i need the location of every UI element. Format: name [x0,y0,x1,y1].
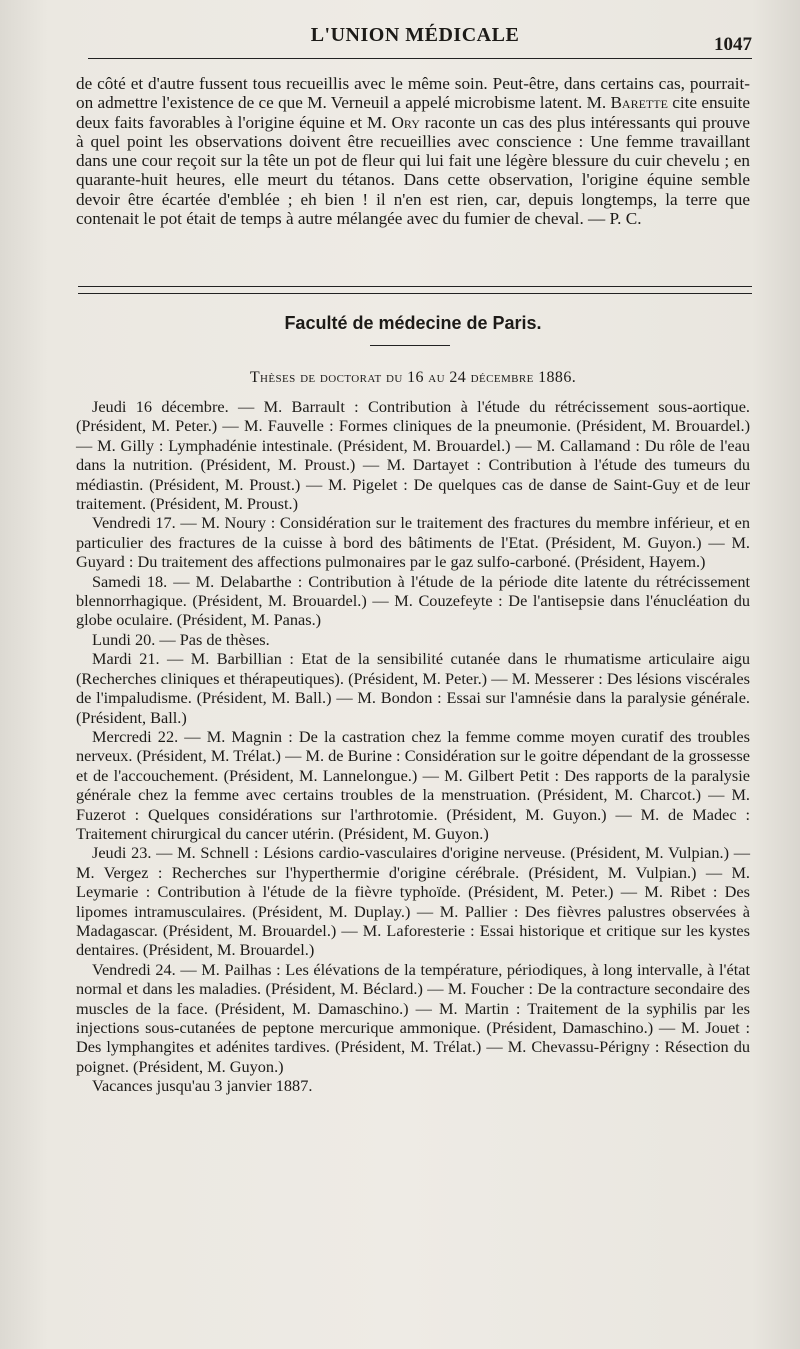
subheading-text: Thèses de doctorat du [249,369,408,386]
section-subheading [76,369,750,387]
theses-day-entry: Vendredi 24. — M. Pailhas : Les élévations de la température, périodiques, à long intervalle, à l'état normal et dans les maladies. (Président, M. Béclard.) — M. Foucher : De la contracture secondaire des muscles de la face. (Président, M. Damaschino.) — M. Martin : Traitement de la syphilis par les injections sous-cutanées de peptone mercurique ammonique. (Président, Damaschino.) — M. Jouet : Des lymphangites et adénites tardives. (Président, M. Trélat.) — M. Chevassu-Périgny : Résection du poignet. (Président, M. Guyon.) [76,959,750,1076]
subheading-number: 16 [407,369,424,386]
page-number: 1047 [714,34,752,55]
theses-day-entry: Vendredi 17. — M. Noury : Considération sur le traitement des fractures du membre inférieur, et en particulier des fractures de la cuisse à bord des bâtiments de l'Etat. (Président, M. Guyon.) — M. Guyard : Du traitement des affections pulmonaires par le gaz sulfo-carboné. (Président, Hayem.) [76,513,750,572]
theses-day-entry: Lundi 20. — Pas de thèses. [92,629,270,649]
theses-day-entry: Mercredi 22. — M. Magnin : De la castration chez la femme comme moyen curatif des troubles nerveux. (Président, M. Trélat.) — M. de Burine : Considération sur le goitre dépendant de la grossesse et de l'accouchement. (Président, M. Lannelongue.) — M. Gilbert Petit : Des rapports de la paralysie générale chez la femme avec certains troubles de la menstruation. (Président, M. Charcot.) — M. Fuzerot : Quelques considérations sur l'arthrotomie. (Président, M. Guyon.) — M. de Madec : Traitement chirurgical du cancer utérin. (Président, M. Guyon.) [76,726,750,843]
theses-day-entry: Samedi 18. — M. Delabarthe : Contribution à l'étude de la période dite latente du rétrécissement blennorrhagique. (Président, M. Brouardel.) — M. Couzefeyte : De l'antisepsie dans l'énucléation du globe oculaire. (Président, M. Panas.) [76,571,750,630]
author-name: Ory [391,112,420,132]
subheading-text: décembre [466,369,539,386]
title-underline [370,345,450,346]
vacation-note: Vacances jusqu'au 3 janvier 1887. [92,1076,313,1096]
header-rule [88,58,752,59]
paragraph-text: de côté et d'autre fussent tous recueillis avec le même soin. Peut-être, dans certains cas, pourrait-on admettre l'existence de ce que M. Verneuil a appelé microbisme latent. M. [76,74,750,113]
theses-list [76,397,750,1096]
section-title: Faculté de médecine de Paris. [284,313,542,333]
theses-day-entry: Mardi 21. — M. Barbillian : Etat de la sensibilité cutanée dans le rhumatisme articulaire aigu (Recherches cliniques et thérapeutiques). (Président, M. Peter.) — M. Messerer : Des lésions viscérales de l'impaludisme. (Président, M. Ball.) — M. Bondon : Essai sur l'amnésie dans la paralysie générale. (Président, Ball.) [76,649,750,727]
running-title: L'UNION MÉDICALE [310,24,520,46]
subheading-number: 24 [449,369,467,386]
theses-day-entry: Jeudi 16 décembre. — M. Barrault : Contribution à l'étude du rétrécissement sous-aortique. (Président, M. Peter.) — M. Fauvelle : Formes cliniques de la pneumonie. (Président, M. Brouardel.) — M. Gilly : Lymphadénie intestinale. (Président, M. Brouardel.) — M. Callamand : Du rôle de l'eau dans la nutrition. (Président, M. Proust.) — M. Dartayet : Contribution à l'étude des tumeurs du médiastin. (Président, M. Proust.) — M. Pigelet : De quelques cas de danse de Saint-Guy et de leur traitement. (Président, M. Proust.) [76,397,750,514]
paragraph-text: cite ensuite deux faits favorables à l'origine équine et M. [76,93,751,132]
paragraph [76,74,750,228]
paragraph-text: raconte un cas des plus intéressants qui prouve à quel point les observations doivent être recueillies avec conscience : Une femme travaillant dans une cour reçoit sur la tête un pot de fleur qui lui fait une légère blessure du cuir chevelu ; en quarante-huit heures, elle meurt du tétanos. Dans cette observation, l'origine équine semble devoir être écartée d'emblée ; eh bien ! il n'en est rien, car, depuis longtemps, la terre que contenait le pot était de temps à autre mélangée avec du fumier de cheval. — P. C. [76,112,750,229]
section-divider [78,286,752,294]
top-paragraph [76,74,750,228]
subheading-text: au [423,369,450,386]
subheading-year: 1886. [538,369,577,386]
theses-day-entry: Jeudi 23. — M. Schnell : Lésions cardio-vasculaires d'origine nerveuse. (Président, M. Vulpian.) — M. Vergez : Recherches sur l'hyperthermie d'origine cérébrale. (Président, M. Vulpian.) — M. Leymarie : Contribution à l'étude de la fièvre typhoïde. (Président, M. Peter.) — M. Ribet : Des lipomes intramusculaires. (Président, M. Duplay.) — M. Pallier : Des fièvres palustres observées à Madagascar. (Président, M. Brouardel.) — M. Laforesterie : Essai historique et critique sur les kystes dentaires. (Président, M. Brouardel.) [76,843,750,960]
author-name: Barette [610,93,668,113]
page-header [78,24,752,60]
